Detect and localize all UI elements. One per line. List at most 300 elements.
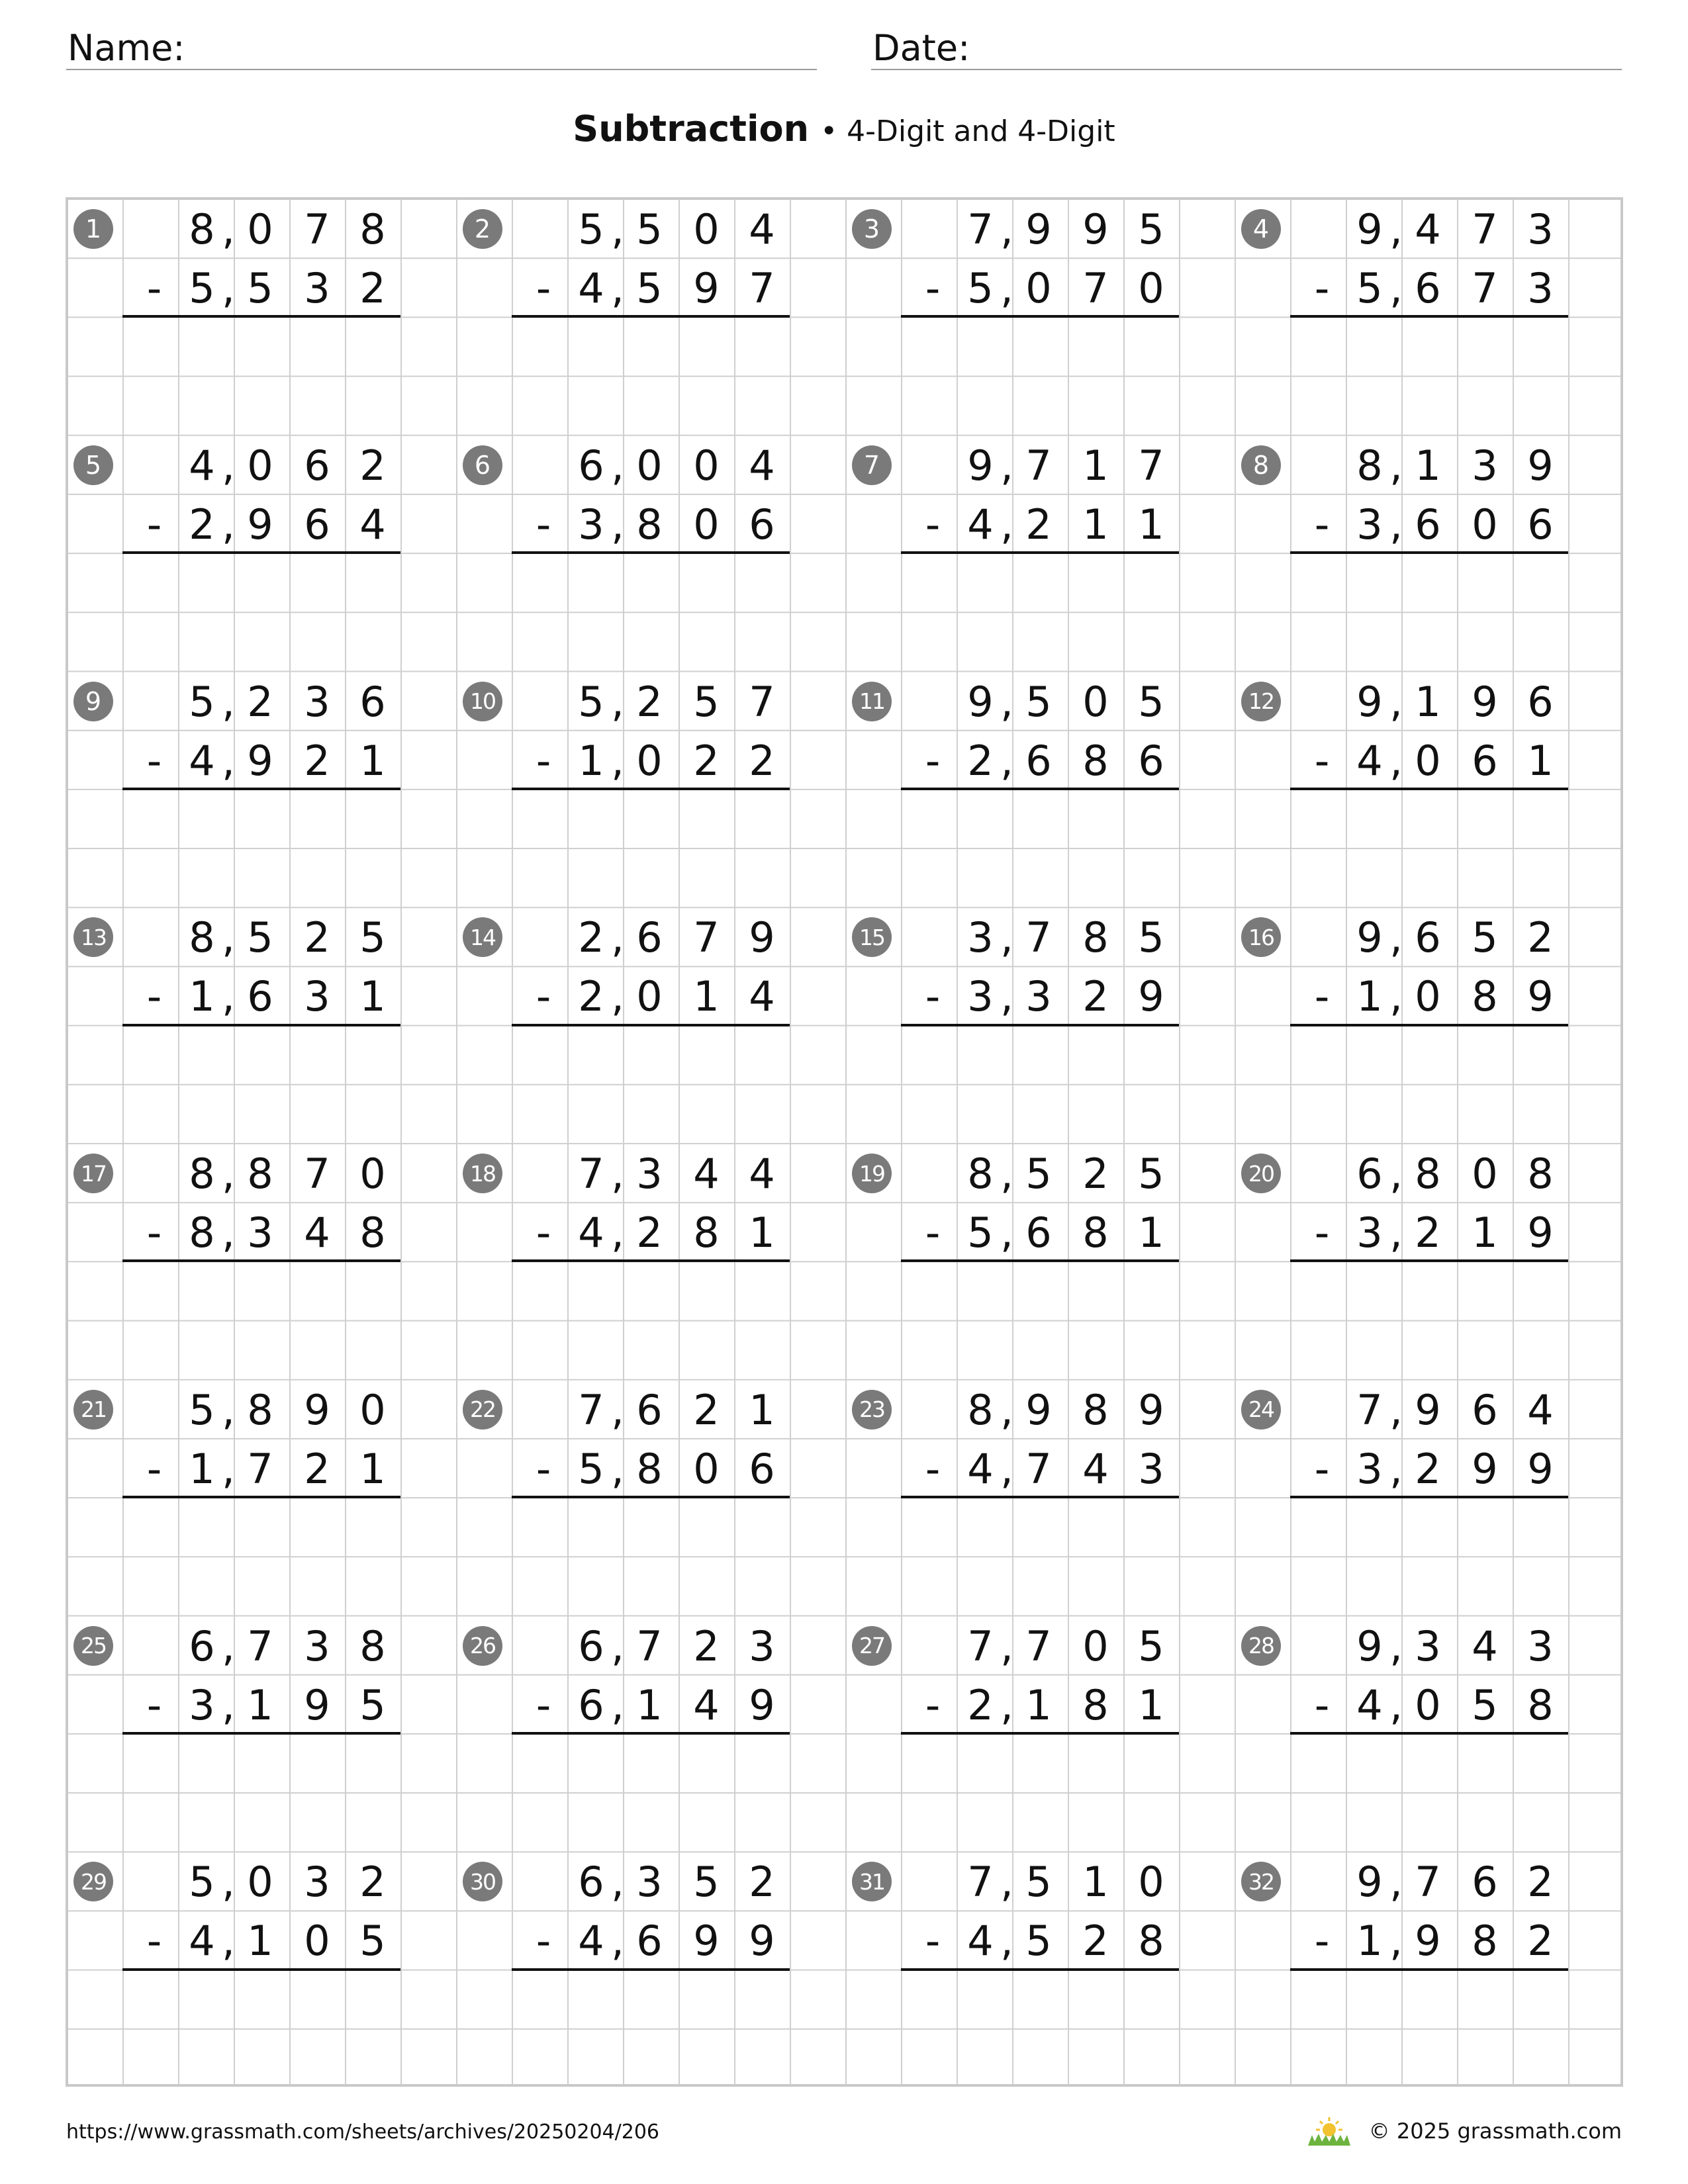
subtrahend-comma: , [222,1917,235,1966]
minuend-digit: 6 [636,1385,663,1434]
subtrahend-digit: 6 [1415,500,1441,549]
minuend-digit: 2 [1527,1858,1554,1907]
minuend-comma: , [1000,677,1013,726]
problem-number-badge: 21 [73,1390,113,1430]
minuend-digit: 9 [1025,205,1052,253]
minuend-digit: 5 [693,677,720,726]
minuend-comma: , [1000,913,1013,962]
problem-number-badge: 32 [1241,1862,1281,1901]
minus-sign: - [146,1680,162,1729]
answer-line [901,1259,1179,1262]
subtrahend-comma: , [611,264,624,313]
subtrahend-digit: 4 [1356,736,1383,785]
problem-number-badge: 5 [73,445,113,485]
problem-26 [457,1617,847,1853]
problem-13 [68,908,457,1144]
subtrahend-digit: 9 [247,736,273,785]
minuend-digit: 3 [304,1621,330,1670]
subtrahend-digit: 2 [578,972,604,1021]
minuend-comma: , [222,913,235,962]
minuend-digit: 3 [1415,1621,1441,1670]
subtrahend-digit: 8 [693,1208,720,1257]
problem-number-badge: 25 [73,1626,113,1666]
subtrahend-digit: 3 [304,264,330,313]
subtrahend-comma: , [222,736,235,785]
subtrahend-digit: 4 [967,500,994,549]
subtrahend-digit: 8 [189,1208,215,1257]
minuend-digit: 0 [247,441,273,490]
minuend-comma: , [1389,677,1403,726]
problem-32 [1236,1852,1625,2089]
subtrahend-digit: 9 [1527,1208,1554,1257]
minuend-digit: 5 [189,1858,215,1907]
problem-number-badge: 28 [1241,1626,1281,1666]
answer-line [122,788,400,790]
minuend-digit: 4 [749,441,775,490]
minuend-comma: , [611,1150,624,1198]
subtrahend-comma: , [1389,1444,1403,1493]
subtrahend-digit: 4 [967,1917,994,1966]
answer-line [512,315,790,318]
minuend-digit: 1 [1415,677,1441,726]
subtrahend-digit: 6 [749,500,775,549]
minuend-comma: , [611,1385,624,1434]
minuend-digit: 0 [247,205,273,253]
subtrahend-digit: 2 [1082,1917,1109,1966]
problem-8 [1236,436,1625,672]
subtrahend-digit: 5 [1025,1917,1052,1966]
answer-line [122,1259,400,1262]
minuend-digit: 7 [1415,1858,1441,1907]
minuend-digit: 1 [1415,441,1441,490]
minuend-digit: 4 [749,1150,775,1198]
subtrahend-digit: 9 [1138,972,1164,1021]
answer-line [1290,1496,1568,1498]
subtrahend-digit: 9 [749,1917,775,1966]
subtrahend-digit: 1 [1527,736,1554,785]
title-main: Subtraction [573,108,810,150]
problem-20 [1236,1144,1625,1381]
minuend-digit: 6 [578,1858,604,1907]
minuend-digit: 2 [578,913,604,962]
subtrahend-digit: 4 [1356,1680,1383,1729]
subtrahend-digit: 5 [967,1208,994,1257]
subtrahend-digit: 2 [1527,1917,1554,1966]
subtrahend-comma: , [1389,736,1403,785]
name-field[interactable] [66,20,817,70]
minuend-digit: 4 [1415,205,1441,253]
subtrahend-digit: 5 [247,264,273,313]
subtrahend-digit: 1 [1138,500,1164,549]
subtrahend-digit: 1 [359,736,386,785]
minuend-digit: 8 [359,1621,386,1670]
minuend-digit: 7 [749,677,775,726]
minuend-comma: , [611,677,624,726]
problem-number-badge: 6 [463,445,502,485]
minus-sign: - [1314,972,1330,1021]
subtrahend-digit: 9 [1527,1444,1554,1493]
minuend-comma: , [1389,441,1403,490]
subtrahend-digit: 8 [1472,972,1498,1021]
minuend-comma: , [222,1621,235,1670]
subtrahend-digit: 0 [1415,736,1441,785]
answer-line [901,551,1179,554]
subtrahend-digit: 4 [304,1208,330,1257]
answer-line [512,788,790,790]
subtrahend-digit: 0 [693,1444,720,1493]
subtrahend-digit: 9 [1527,972,1554,1021]
problem-number-badge: 13 [73,917,113,957]
minuend-digit: 9 [1082,205,1109,253]
subtrahend-comma: , [1000,736,1013,785]
answer-line [512,1259,790,1262]
subtrahend-digit: 4 [578,1208,604,1257]
minuend-digit: 5 [578,205,604,253]
subtrahend-digit: 6 [578,1680,604,1729]
subtrahend-digit: 2 [189,500,215,549]
subtrahend-digit: 4 [693,1680,720,1729]
minuend-digit: 5 [1138,205,1164,253]
minuend-digit: 5 [189,1385,215,1434]
minuend-digit: 3 [1527,205,1554,253]
subtrahend-digit: 4 [359,500,386,549]
subtrahend-digit: 5 [1356,264,1383,313]
subtrahend-digit: 5 [967,264,994,313]
name-label: Name: [68,27,185,69]
subtrahend-digit: 0 [636,972,663,1021]
subtrahend-digit: 4 [749,972,775,1021]
subtrahend-digit: 8 [1082,1208,1109,1257]
minuend-digit: 8 [1527,1150,1554,1198]
problem-number-badge: 19 [852,1154,892,1193]
minuend-digit: 7 [1025,441,1052,490]
minuend-digit: 0 [1138,1858,1164,1907]
problem-number-badge: 15 [852,917,892,957]
subtrahend-digit: 5 [636,264,663,313]
subtrahend-digit: 4 [967,1444,994,1493]
problem-number-badge: 10 [463,682,502,721]
problem-6 [457,436,847,672]
minuend-digit: 7 [1356,1385,1383,1434]
problem-number-badge: 30 [463,1862,502,1901]
minuend-comma: , [1389,205,1403,253]
problem-10 [457,672,847,909]
answer-line [901,1496,1179,1498]
subtrahend-digit: 9 [247,500,273,549]
subtrahend-digit: 2 [636,1208,663,1257]
minuend-digit: 9 [749,913,775,962]
minuend-comma: , [222,1858,235,1907]
subtrahend-digit: 6 [1472,736,1498,785]
subtrahend-comma: , [1389,1680,1403,1729]
minuend-comma: , [222,677,235,726]
minuend-digit: 5 [1025,1150,1052,1198]
answer-line [122,1968,400,1971]
minuend-digit: 2 [693,1621,720,1670]
minuend-digit: 9 [1527,441,1554,490]
minuend-digit: 8 [189,1150,215,1198]
subtrahend-digit: 9 [749,1680,775,1729]
subtrahend-comma: , [1000,500,1013,549]
problem-30 [457,1852,847,2089]
subtrahend-digit: 2 [967,736,994,785]
problem-number-badge: 24 [1241,1390,1281,1430]
minuend-comma: , [1000,1621,1013,1670]
answer-line [512,1496,790,1498]
subtrahend-digit: 1 [1356,972,1383,1021]
minuend-digit: 5 [359,913,386,962]
subtrahend-digit: 0 [1138,264,1164,313]
subtrahend-digit: 8 [1082,1680,1109,1729]
minuend-digit: 4 [1527,1385,1554,1434]
subtrahend-digit: 1 [636,1680,663,1729]
minuend-digit: 6 [578,441,604,490]
minuend-comma: , [222,205,235,253]
subtrahend-digit: 9 [1415,1917,1441,1966]
subtrahend-comma: , [611,1917,624,1966]
minus-sign: - [536,736,551,785]
minuend-digit: 7 [1472,205,1498,253]
subtrahend-digit: 4 [578,1917,604,1966]
problem-number-badge: 2 [463,209,502,249]
minus-sign: - [1314,1680,1330,1729]
footer-url: https://www.grassmath.com/sheets/archives/20250204/206 [66,2120,660,2144]
subtrahend-digit: 3 [1356,1444,1383,1493]
minus-sign: - [1314,500,1330,549]
subtrahend-digit: 2 [967,1680,994,1729]
minuend-digit: 0 [1082,677,1109,726]
minuend-digit: 0 [636,441,663,490]
problem-3 [847,200,1236,436]
minuend-digit: 8 [1082,913,1109,962]
answer-line [1290,1732,1568,1735]
problem-23 [847,1381,1236,1617]
subtrahend-digit: 3 [189,1680,215,1729]
title-subtitle: • 4-Digit and 4-Digit [820,114,1115,148]
answer-line [1290,1968,1568,1971]
minuend-digit: 1 [749,1385,775,1434]
subtrahend-comma: , [611,1680,624,1729]
minuend-digit: 5 [1472,913,1498,962]
subtrahend-digit: 0 [1415,1680,1441,1729]
subtrahend-comma: , [1000,1208,1013,1257]
minuend-digit: 4 [189,441,215,490]
minuend-comma: , [1000,441,1013,490]
minuend-digit: 7 [693,913,720,962]
subtrahend-digit: 8 [636,500,663,549]
problem-number-badge: 23 [852,1390,892,1430]
problem-grid [66,197,1623,2087]
subtrahend-digit: 5 [359,1917,386,1966]
subtrahend-digit: 6 [1527,500,1554,549]
minuend-digit: 5 [1025,1858,1052,1907]
minus-sign: - [536,500,551,549]
problem-22 [457,1381,847,1617]
problem-number-badge: 18 [463,1154,502,1193]
problem-5 [68,436,457,672]
problem-number-badge: 14 [463,917,502,957]
minuend-digit: 7 [304,1150,330,1198]
subtrahend-digit: 1 [359,1444,386,1493]
minuend-digit: 2 [1082,1150,1109,1198]
minuend-digit: 4 [1472,1621,1498,1670]
minus-sign: - [146,500,162,549]
subtrahend-digit: 3 [1138,1444,1164,1493]
minuend-digit: 4 [693,1150,720,1198]
minuend-comma: , [1000,1858,1013,1907]
minuend-digit: 2 [304,913,330,962]
minuend-comma: , [1389,1385,1403,1434]
answer-line [1290,551,1568,554]
minuend-digit: 3 [636,1858,663,1907]
subtrahend-digit: 1 [189,972,215,1021]
subtrahend-digit: 0 [693,500,720,549]
problem-12 [1236,672,1625,909]
subtrahend-digit: 9 [693,264,720,313]
minuend-digit: 0 [359,1150,386,1198]
minuend-digit: 8 [359,205,386,253]
subtrahend-digit: 9 [693,1917,720,1966]
subtrahend-comma: , [1000,1444,1013,1493]
minuend-digit: 5 [636,205,663,253]
problem-25 [68,1617,457,1853]
copyright-text: © 2025 grassmath.com [1368,2118,1622,2144]
minus-sign: - [536,1208,551,1257]
subtrahend-digit: 1 [247,1680,273,1729]
minuend-digit: 3 [1527,1621,1554,1670]
subtrahend-digit: 5 [359,1680,386,1729]
problem-number-badge: 29 [73,1862,113,1901]
minuend-digit: 9 [304,1385,330,1434]
answer-line [901,1732,1179,1735]
minuend-digit: 3 [749,1621,775,1670]
problem-28 [1236,1617,1625,1853]
minuend-comma: , [1000,205,1013,253]
minuend-comma: , [611,1621,624,1670]
minuend-digit: 0 [359,1385,386,1434]
answer-line [122,1024,400,1026]
minuend-comma: , [611,1858,624,1907]
subtrahend-digit: 5 [1472,1680,1498,1729]
subtrahend-comma: , [611,736,624,785]
problem-number-badge: 31 [852,1862,892,1901]
subtrahend-digit: 8 [359,1208,386,1257]
minuend-digit: 9 [967,441,994,490]
minuend-digit: 0 [693,205,720,253]
subtrahend-digit: 2 [1415,1208,1441,1257]
subtrahend-digit: 1 [359,972,386,1021]
minuend-digit: 2 [749,1858,775,1907]
subtrahend-digit: 6 [1415,264,1441,313]
answer-line [512,551,790,554]
subtrahend-digit: 4 [1082,1444,1109,1493]
minuend-digit: 5 [693,1858,720,1907]
subtrahend-digit: 0 [304,1917,330,1966]
minuend-comma: , [1389,913,1403,962]
minuend-digit: 5 [1138,1621,1164,1670]
subtrahend-digit: 2 [304,1444,330,1493]
footer-brand [1305,2115,1622,2147]
minuend-digit: 6 [304,441,330,490]
problem-11 [847,672,1236,909]
answer-line [901,315,1179,318]
problem-19 [847,1144,1236,1381]
subtrahend-digit: 1 [749,1208,775,1257]
minus-sign: - [1314,1917,1330,1966]
minuend-digit: 8 [967,1150,994,1198]
minuend-digit: 7 [967,1858,994,1907]
subtrahend-digit: 7 [749,264,775,313]
minuend-digit: 7 [967,1621,994,1670]
subtrahend-digit: 6 [304,500,330,549]
minuend-digit: 9 [1138,1385,1164,1434]
problem-number-badge: 1 [73,209,113,249]
minuend-digit: 6 [1415,913,1441,962]
answer-line [122,1496,400,1498]
problem-9 [68,672,457,909]
minuend-digit: 7 [304,205,330,253]
minuend-comma: , [611,205,624,253]
minuend-digit: 5 [1138,677,1164,726]
problem-number-badge: 27 [852,1626,892,1666]
subtrahend-comma: , [222,500,235,549]
minuend-comma: , [611,441,624,490]
minus-sign: - [925,1917,941,1966]
subtrahend-digit: 7 [1472,264,1498,313]
minuend-digit: 6 [578,1621,604,1670]
subtrahend-comma: , [1000,264,1013,313]
subtrahend-digit: 2 [749,736,775,785]
minuend-digit: 8 [189,205,215,253]
minuend-digit: 7 [1025,913,1052,962]
minuend-digit: 9 [1025,1385,1052,1434]
problem-7 [847,436,1236,672]
subtrahend-digit: 1 [693,972,720,1021]
minuend-digit: 8 [189,913,215,962]
minus-sign: - [536,1917,551,1966]
date-field[interactable] [871,20,1622,70]
subtrahend-digit: 4 [189,1917,215,1966]
minuend-comma: , [222,1385,235,1434]
subtrahend-digit: 5 [189,264,215,313]
problem-number-badge: 7 [852,445,892,485]
subtrahend-digit: 6 [1025,1208,1052,1257]
subtrahend-digit: 3 [1527,264,1554,313]
minus-sign: - [925,1208,941,1257]
subtrahend-digit: 9 [1472,1444,1498,1493]
subtrahend-comma: , [1389,1208,1403,1257]
minuend-digit: 9 [1356,1858,1383,1907]
problem-number-badge: 4 [1241,209,1281,249]
subtrahend-digit: 7 [1082,264,1109,313]
minuend-digit: 1 [1082,441,1109,490]
minuend-digit: 7 [578,1385,604,1434]
minuend-digit: 0 [693,441,720,490]
subtrahend-digit: 2 [1082,972,1109,1021]
subtrahend-digit: 4 [578,264,604,313]
subtrahend-comma: , [222,1680,235,1729]
subtrahend-digit: 9 [304,1680,330,1729]
subtrahend-comma: , [1000,1680,1013,1729]
subtrahend-digit: 3 [1025,972,1052,1021]
subtrahend-comma: , [611,1208,624,1257]
minuend-digit: 2 [693,1385,720,1434]
problem-number-badge: 17 [73,1154,113,1193]
minuend-digit: 9 [967,677,994,726]
subtrahend-digit: 2 [359,264,386,313]
subtrahend-digit: 2 [304,736,330,785]
minuend-digit: 8 [1356,441,1383,490]
